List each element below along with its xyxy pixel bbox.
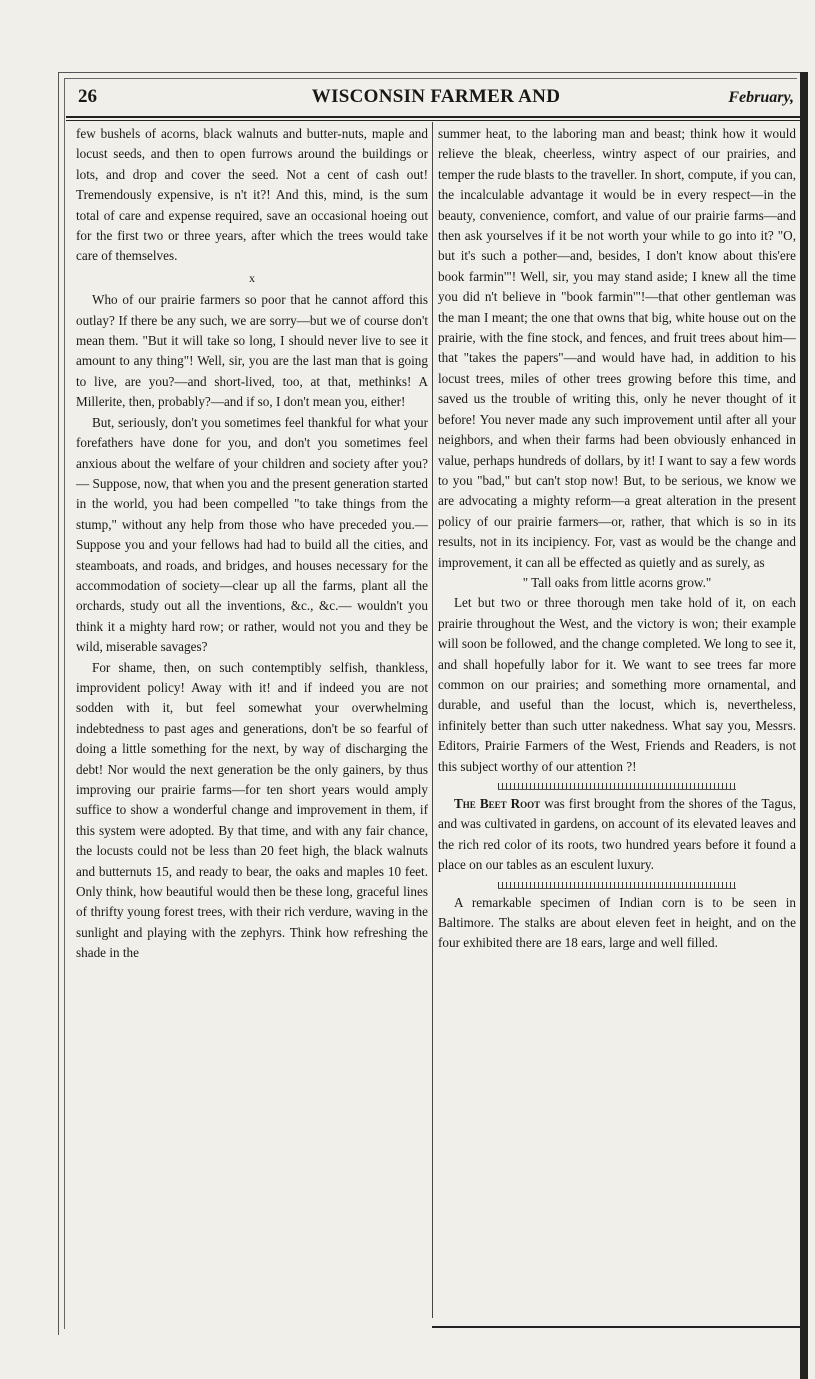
left-paragraph-1: few bushels of acorns, black walnuts and butter-nuts, maple and locust seeds, and then to open furrows around the buildings or lots, and drop and cover the seed. Not a cent of cash out! Tremendously expensive, is n't it?! And this, mind, is the sum total of care and expense required, save an occasional hoeing out for the first two or three years, after which the trees would take care of themselves. [76,126,428,264]
beet-root-text: was first brought from the shores of the Tagus, and was cultivated in gardens, on account of its elevated leaves and the rich red color of its roots, two hundred years before it found a place on our tables as an esculent luxury. [438,796,796,873]
section-mark: x [249,270,255,285]
running-month: February, [728,89,794,106]
left-column [76,124,428,964]
beet-root-lead: The Beet Root [454,796,541,811]
header-rule [66,116,800,121]
article-columns [76,124,798,1324]
left-paragraph-2: Who of our prairie farmers so poor that he cannot afford this outlay? If there be any such, we are sorry—but we of course don't mean them. "But it will take so long, I should never live to see it amount to any thing"! Well, sir, you are the last man that is going to live, are you?—and short-lived, too, at that, methinks! A Millerite, then, probably?—and if so, I don't mean you, either! [76,292,428,410]
indian-corn-item: A remarkable specimen of Indian corn is to be seen in Baltimore. The stalks are about eleven feet in height, and on the four exhibited there are 18 ears, large and well filled. [438,894,796,951]
left-paragraph-4: For shame, then, on such contemptibly selfish, thankless, improvident policy! Away with it! and if indeed you are not sodden with it, but feel somewhat your overwhelming indebtedness to past ages and generations, don't be so fearful of doing a little something for the next, by way of discharging the debt! Nor would the next generation be the only gainers, by thus improving our prairie farms—for ten short years would amply suffice to show a wonderful change and improvement in them, if this system were adopted. By that time, and with any fair chance, the locusts could not be less than 20 feet high, the black walnuts and butternuts 15, and ready to bear, the oaks and maples 10 feet. Only think, how beautiful would then be these long, graceful lines of thrifty young forest trees, with their rich verdure, waving in the sunlight and playing with the zephyrs. Think how refreshing the shade in the [76,659,428,961]
section-divider [498,783,736,790]
acorn-quote: " Tall oaks from little acorns grow." [522,574,712,590]
page-edge-shadow [800,72,808,1379]
page-header [78,86,794,118]
section-divider-2 [498,882,736,889]
left-paragraph-3: But, seriously, don't you sometimes feel thankful for what your forefathers have done for you, and don't you sometimes feel anxious about the welfare of your children and society after you?— Suppose, now, that when you and the present generation started in the world, you had been compelled "to take things from the stump," without any help from those who have preceded you.— Suppose you and your fellows had had to build all the cities, and steamboats, and roads, and bridges, and houses necessary for the accommodation of society—clear up all the farms, plant all the orchards, study out all the inventions, &c., &c.— wouldn't you think it a mighty hard row; or rather, would not you and they be wild, miserable savages? [76,414,428,655]
right-paragraph-1: summer heat, to the laboring man and beast; think how it would relieve the bleak, cheerless, wintry aspect of our prairies, and temper the rude blasts to the traveller. In short, compute, if you can, the incalculable advantage it would be in every respect—in the beauty, convenience, comfort, and value of our prairie farms—and then ask yourselves if it be not worth your while to go into it? "O, but it's such a pother—and, besides, I don't know about this'ere book farmin'"! Well, sir, you may stand aside; I knew all the time you did n't believe in "book farmin'"!—that other gentleman was the man I meant; the one that owns that big, white house out on the prairie, with the fine stock, and fences, and fruit trees about him—that "takes the papers"—and would have had, in addition to his locust trees, miles of other trees growing before this time, and saved us the trouble of writing this, only he never thought of it before! You never made any such improvement until after all your neighbors, and when their farms had been obviously enhanced in value, perhaps hundreds of dollars, by it! I want to say a few words to you "bad," but can't stop now! But, to be serious, we know we are advocating a mighty reform—a great alteration in the present policy of our prairie farmers—or, rather, that which is so in its results, not in its incipiency. For, vast as would be the change and improvement, it can all be effected as quietly and as surely, as [438,126,796,570]
right-column [438,124,796,954]
running-title: WISCONSIN FARMER AND [311,86,561,107]
right-paragraph-2: Let but two or three thorough men take hold of it, on each prairie throughout the West, and the victory is won; their example will soon be followed, and the change completed. We long to see it, and shall hopefully labor for it. We want to see trees far more common on our prairies; and something more ornamental, and durable, and useful than the locust, which is, nevertheless, infinitely better than such utter nakedness. What say you, Messrs. Editors, Prairie Farmers of the West, Friends and Readers, is not this subject worthy of our attention ?! [438,595,796,774]
bottom-rule [432,1326,800,1328]
page-number: 26 [78,86,97,107]
beet-root-item [438,794,796,876]
